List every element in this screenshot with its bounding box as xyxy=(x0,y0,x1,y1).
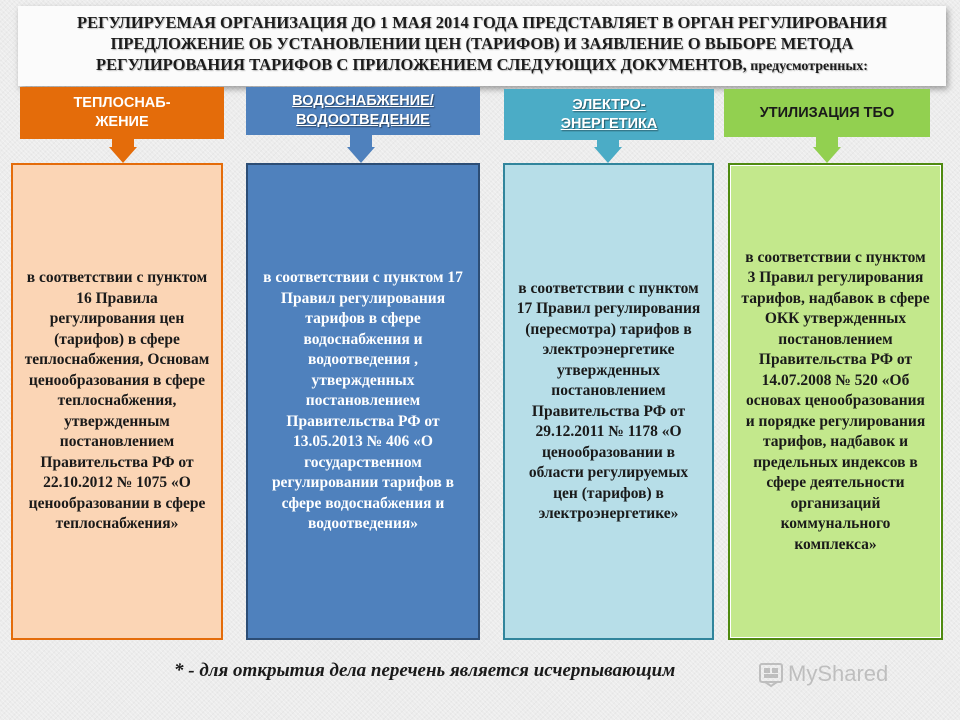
title-line-1: РЕГУЛИРУЕМАЯ ОРГАНИЗАЦИЯ ДО 1 МАЯ 2014 ГОДА ПРЕДСТАВЛЯЕТ В ОРГАН РЕГУЛИРОВАНИЯ xyxy=(77,13,887,32)
arrow-down-icon xyxy=(109,147,137,163)
page-title xyxy=(18,6,946,86)
header-electro-line-2: ЭНЕРГЕТИКА xyxy=(560,115,658,132)
header-tbo-line-1: УТИЛИЗАЦИЯ ТБО xyxy=(759,104,895,121)
arrow-down-icon xyxy=(594,147,622,163)
header-electro-line-1: ЭЛЕКТРО- xyxy=(572,96,646,113)
header-heat-line-1: ТЕПЛОСНАБ- xyxy=(73,95,171,111)
myshared-logo-icon xyxy=(758,661,784,687)
connector-heat xyxy=(112,139,134,147)
card-electro-text: в соответствии с пунктом 17 Правил регулирования (пересмотра) тарифов в электроэнергетике утвержденных постановлением Правительства РФ от 29.12.2011 № 1178 «О ценообразовании в области регулируемых цен (тарифов) в электроэнергетике» xyxy=(516,279,701,522)
connector-electro xyxy=(597,140,619,147)
header-tab-heat-supply xyxy=(20,87,224,139)
card-heat-supply xyxy=(11,163,223,640)
header-heat-line-2: ЖЕНИЕ xyxy=(95,114,149,130)
card-electric-power xyxy=(503,163,714,640)
header-water-line-2: ВОДООТВЕДЕНИЕ xyxy=(296,112,430,128)
arrow-down-icon xyxy=(347,147,375,163)
connector-water xyxy=(350,135,372,147)
header-tab-electric-power xyxy=(504,89,714,140)
title-line-3 xyxy=(30,54,934,77)
title-line-3-main: РЕГУЛИРОВАНИЯ ТАРИФОВ С ПРИЛОЖЕНИЕМ СЛЕДУЮЩИХ ДОКУМЕНТОВ, xyxy=(96,55,747,74)
card-tbo-text: в соответствии с пунктом 3 Правил регулирования тарифов, надбавок в сфере ОКК утвержденных постановлением Правительства РФ от 14.07.2008 № 520 «Об основах ценообразования и порядке регулирования тарифов, надбавок и предельных индексов в сфере деятельности организаций коммунального комплекса» xyxy=(741,248,930,553)
footnote: * - для открытия дела перечень является исчерпывающим xyxy=(174,660,676,681)
title-line-2: ПРЕДЛОЖЕНИЕ ОБ УСТАНОВЛЕНИИ ЦЕН (ТАРИФОВ) И ЗАЯВЛЕНИЕ О ВЫБОРЕ МЕТОДА xyxy=(110,34,854,53)
arrow-down-icon xyxy=(813,147,841,163)
card-water-supply xyxy=(246,163,480,640)
header-tab-water-supply xyxy=(246,87,480,135)
title-line-3-suffix: предусмотренных: xyxy=(746,59,868,74)
card-heat-text: в соответствии с пунктом 16 Правила регулирования цен (тарифов) в сфере теплоснабжения, Основам ценообразования в сфере теплоснабжения, утвержденным постановлением Правительства РФ от 22.10.2012 № 1075 «О ценообразовании в сфере теплоснабжения» xyxy=(24,269,210,533)
connector-tbo xyxy=(816,137,838,147)
watermark-text: MyShared xyxy=(788,661,889,686)
header-water-line-1: ВОДОСНАБЖЕНИЕ/ xyxy=(292,93,434,109)
header-tab-waste-disposal xyxy=(724,89,930,137)
watermark xyxy=(758,660,958,688)
card-water-text: в соответствии с пунктом 17 Правил регулирования тарифов в сфере водоснабжения и водоотведения , утвержденных постановлением Правительства РФ от 13.05.2013 № 406 «О государственном регулировании тарифов в сфере водоснабжения и водоотведения» xyxy=(263,269,463,533)
card-waste-disposal xyxy=(728,163,943,640)
